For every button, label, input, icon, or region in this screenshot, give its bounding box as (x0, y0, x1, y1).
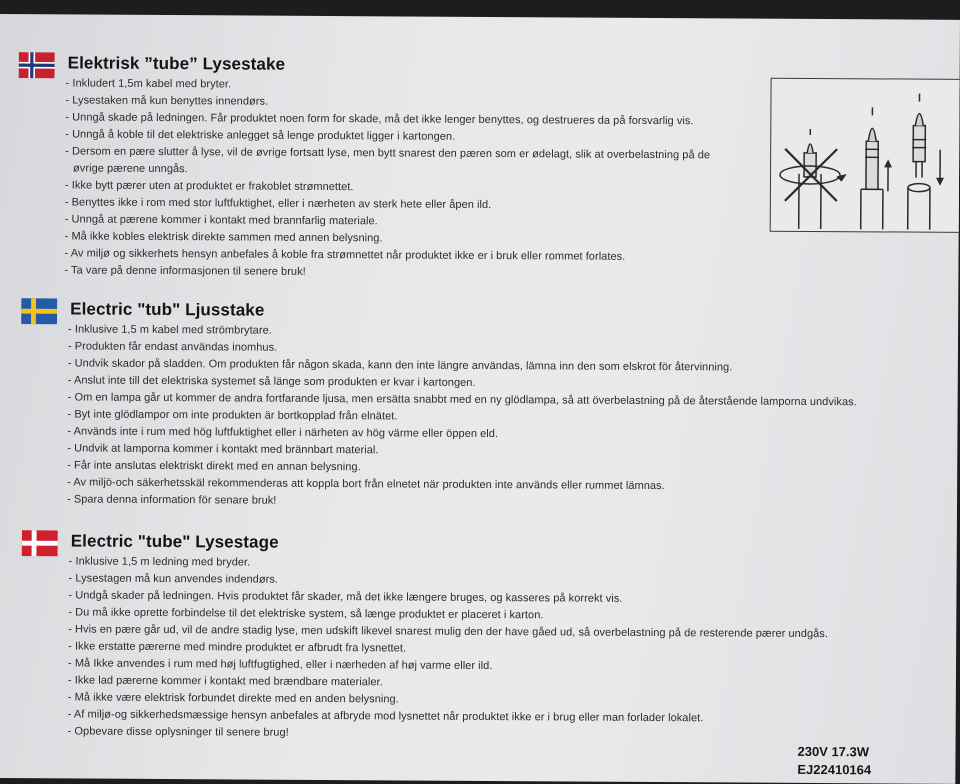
list-item: - Av miljø og sikkerhets hensyn anbefales å koble fra strømnettet når produktet ikke er i bruk eller rommet forlates. (64, 245, 709, 266)
model-number: EJ22410164 (797, 762, 871, 777)
instruction-sheet (0, 14, 960, 784)
list-item: - Lysestaken må kun benyttes innendørs. (65, 92, 710, 113)
denmark-flag-icon (21, 530, 59, 556)
list-item: - Unngå skade på ledningen. Får produktet noen form for skade, må det ikke lenger benyttes, og destrueres da på forsvarlig vis. (65, 109, 710, 130)
list-item: - Ikke bytt pærer uten at produktet er frakoblet strømnettet. (65, 177, 710, 198)
list-item: - Ta vare på denne informasjonen til senere bruk! (64, 262, 709, 283)
list-danish (68, 553, 829, 745)
list-item: - Undgå skader på ledningen. Hvis produktet får skader, må det ikke længere bruges, og kasseres på korrekt vis. (68, 587, 828, 609)
norway-flag-icon (18, 52, 56, 78)
section-swedish (0, 14, 960, 20)
list-item: - Opbevare disse oplysninger til senere brug! (68, 723, 828, 745)
list-item: - Lysestagen må kun anvendes indendørs. (68, 570, 828, 592)
section-title-danish: Electric "tube" Lysestage (71, 531, 279, 552)
list-item: - Produkten får endast användas inomhus. (68, 338, 857, 360)
list-item: - Undvik skador på sladden. Om produkten får någon skada, kann den inte längre användas, lämna inn den som elskrot för återvinning. (68, 355, 857, 377)
bulb-replacement-diagram (770, 78, 960, 233)
list-item: - Får inte anslutas elektriskt direkt med en annan belysning. (67, 457, 856, 479)
section-norwegian (0, 14, 960, 20)
list-item: - Inklusive 1,5 m ledning med bryder. (69, 553, 829, 575)
list-item: - Unngå å koble til det elektriske anlegget så lenge produktet ligger i kartongen. (65, 126, 710, 147)
list-item: - Av miljö-och säkerhetsskäl rekommenderas att koppla bort från elnetet när produkten inte används eller rummet lämnas. (67, 474, 856, 496)
bulb-replacement-diagram-icon (771, 79, 960, 232)
section-title-swedish: Electric "tub" Ljusstake (70, 299, 264, 320)
list-item: - Må ikke kobles elektrisk direkte sammen med annen belysning. (65, 228, 710, 249)
list-item: - Af miljø-og sikkerhedsmæssige hensyn anbefales at afbryde mod lysnettet når produktet ikke er i brug eller man forlader lokalet. (68, 706, 828, 728)
section-title-norwegian: Elektrisk ”tube” Lysestake (68, 53, 286, 74)
list-item: - Benyttes ikke i rom med stor luftfuktighet, eller i nærheten av sterk hete eller åpen ild. (65, 194, 710, 215)
list-item: - Om en lampa går ut kommer de andra fortfarande ljusa, men ersätta snabbt med en ny glödlampa, så att överbelastning på de återstående lamporna undvikas. (68, 389, 857, 411)
list-item: - Ikke erstatte pærerne med mindre produktet er afbrudt fra lysnettet. (68, 638, 828, 660)
list-item: - Ikke lad pærerne kommer i kontakt med brændbare materialer. (68, 672, 828, 694)
list-item: - Må Ikke anvendes i rum med høj luftfugtighed, eller i nærheden af høj varme eller ild. (68, 655, 828, 677)
power-rating: 230V 17.3W (797, 744, 869, 759)
list-item: - Unngå at pærene kommer i kontakt med brannfarlig materiale. (65, 211, 710, 232)
list-item: - Undvik at lamporna kommer i kontakt med brännbart material. (67, 440, 856, 462)
sweden-flag-icon (20, 298, 58, 324)
section-danish (0, 14, 960, 20)
list-item: - Hvis en pære går ud, vil de andre stadig lyse, men udskift likevel snarest mulig den der have gåed ud, så overbelastning på de resterende pærer undgås. (68, 621, 828, 643)
list-item: - Dersom en pære slutter å lyse, vil de øvrige fortsatt lyse, men bytt snarest den pæren som er ødelagt, slik at overbelastning på de (65, 143, 710, 164)
list-norwegian (64, 75, 710, 283)
list-item: - Spara denna information för senare bruk! (67, 491, 856, 513)
list-item: - Används inte i rum med hög luftfuktighet eller i närheten av hög värme eller öppen eld. (67, 423, 856, 445)
list-item: - Inklusive 1,5 m kabel med strömbrytare. (68, 321, 857, 343)
list-item: - Inkludert 1,5m kabel med bryter. (66, 75, 711, 96)
list-item: øvrige pærene unngås. (65, 160, 710, 181)
list-item: - Du må ikke oprette forbindelse til det elektriske system, så længe produktet er placeret i karton. (68, 604, 828, 626)
list-item: - Anslut inte till det elektriska systemet så länge som produkten er kvar i kartongen. (68, 372, 857, 394)
list-item: - Må ikke være elektrisk forbundet direkte med en anden belysning. (68, 689, 828, 711)
list-item: - Byt inte glödlampor om inte produkten är bortkopplad från elnätet. (68, 406, 857, 428)
list-swedish (67, 321, 857, 513)
